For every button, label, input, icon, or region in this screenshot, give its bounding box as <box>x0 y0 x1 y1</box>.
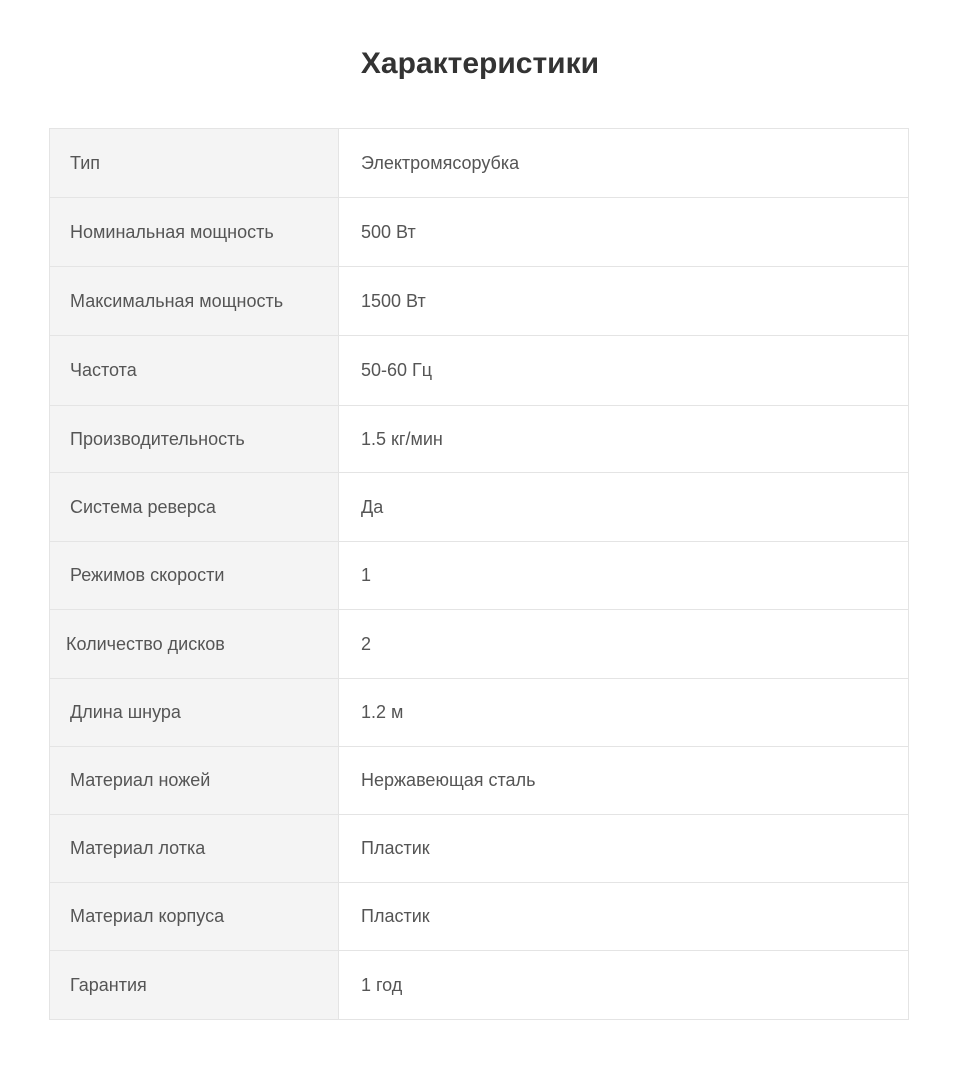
spec-value: 1500 Вт <box>361 290 426 311</box>
spec-value: Электромясорубка <box>361 152 520 173</box>
table-row <box>50 198 908 267</box>
spec-value: Нержавеющая сталь <box>361 770 536 790</box>
spec-value: 50-60 Гц <box>361 360 433 380</box>
spec-value: 1 <box>361 565 372 585</box>
table-row <box>50 129 908 198</box>
spec-value: 1 год <box>361 974 403 995</box>
table-row <box>50 473 908 542</box>
spec-name: Материал корпуса <box>50 883 339 950</box>
table-row <box>50 610 908 679</box>
table-row <box>50 883 908 951</box>
spec-name: Материал лотка <box>50 815 339 882</box>
spec-value: Пластик <box>361 838 430 858</box>
spec-name: Максимальная мощность <box>50 267 339 335</box>
spec-name: Тип <box>50 129 339 197</box>
table-row <box>50 951 908 1019</box>
table-row <box>50 542 908 610</box>
table-row <box>50 336 908 406</box>
specs-table <box>49 128 909 1020</box>
spec-value: 500 Вт <box>361 221 416 242</box>
table-row <box>50 267 908 336</box>
spec-name: Режимов скорости <box>50 542 339 609</box>
spec-value: 1.2 м <box>361 702 404 722</box>
spec-name: Материал ножей <box>50 747 339 814</box>
spec-name: Частота <box>50 336 339 405</box>
page-title: Характеристики <box>360 47 600 80</box>
spec-name: Количество дисков <box>50 610 339 678</box>
spec-value: Пластик <box>361 906 430 926</box>
spec-name: Номинальная мощность <box>50 198 339 266</box>
spec-name: Система реверса <box>50 473 339 541</box>
table-row <box>50 815 908 883</box>
spec-name: Производительность <box>50 406 339 472</box>
spec-name: Длина шнура <box>50 679 339 746</box>
table-row <box>50 679 908 747</box>
spec-value: Да <box>361 496 384 517</box>
table-row <box>50 747 908 815</box>
spec-name: Гарантия <box>50 951 339 1019</box>
table-row <box>50 406 908 473</box>
spec-value: 1.5 кг/мин <box>361 428 443 449</box>
spec-value: 2 <box>361 633 372 654</box>
